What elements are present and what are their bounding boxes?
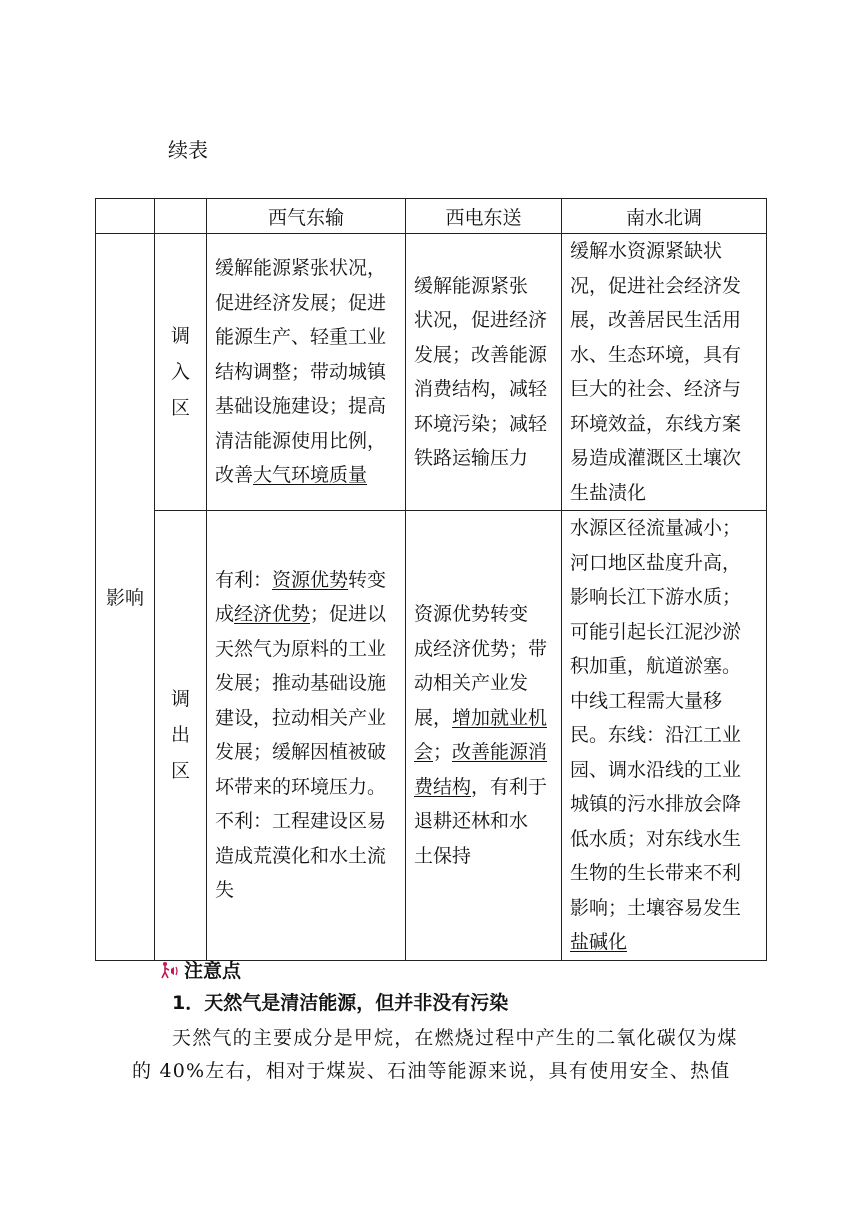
underlined-term: 资源优势 (272, 568, 349, 591)
line-text: 易造成灌溉区土壤次 (570, 447, 742, 469)
header-cell-empty-1 (96, 199, 155, 234)
line-text: 转变 (348, 568, 387, 591)
cell-line (215, 804, 399, 839)
cell-line (570, 822, 760, 857)
cell-line (215, 597, 399, 632)
line-text: 退耕还林和水 (414, 810, 529, 833)
paragraph-line-1: 天然气的主要成分是甲烷，在燃烧过程中产生的二氧化碳仅为煤 (172, 1027, 738, 1049)
line-text: 改善 (215, 464, 254, 487)
note-heading (160, 956, 241, 983)
cell-line (414, 597, 555, 632)
cell-line (215, 286, 399, 321)
note-icon (160, 961, 180, 979)
cell-line (414, 441, 555, 476)
cell-line (215, 389, 399, 424)
line-text: 发展；改善能源 (414, 343, 548, 366)
underlined-term: 会 (414, 741, 434, 764)
line-text: 资源优势转变 (414, 603, 529, 626)
cell-line (570, 546, 760, 581)
cell-line (570, 303, 760, 338)
cell-line (414, 632, 555, 667)
cell-line (414, 701, 555, 736)
underlined-term: 经济优势 (234, 603, 311, 626)
cell-line (414, 372, 555, 407)
cell-line (215, 251, 399, 286)
cell-line (414, 735, 555, 770)
cell-gas-export (207, 511, 406, 961)
line-text: 中线工程需大量移 (570, 689, 723, 712)
sub-label-import-region: 调 入 区 (155, 234, 207, 511)
header-west-power-east: 西电东送 (406, 199, 562, 234)
header-cell-empty-2 (155, 199, 207, 234)
line-text: 环境污染；减轻 (414, 412, 548, 435)
line-text: 展，改善居民生活用 (570, 309, 742, 331)
table-row (96, 511, 767, 961)
line-text: 园、调水沿线的工业 (570, 758, 742, 781)
cell-line (570, 269, 760, 304)
cell-line (215, 839, 399, 874)
line-text: 缓解能源紧张状况， (215, 257, 387, 280)
cell-line (570, 511, 760, 546)
cell-line (570, 925, 760, 960)
line-text: 土保持 (414, 844, 472, 867)
line-text: 失 (215, 879, 235, 902)
cell-line (570, 234, 760, 269)
cell-line (570, 753, 760, 788)
line-text: 动相关产业发 (414, 672, 529, 695)
line-text: 低水质；对东线水生 (570, 827, 742, 850)
cell-line (414, 666, 555, 701)
note-item-title: 1．天然气是清洁能源，但并非没有污染 (172, 992, 509, 1014)
cell-line (570, 891, 760, 926)
line-text: 水、生态环境，具有 (570, 343, 742, 366)
line-text: ，有利于 (471, 775, 548, 798)
line-text: 状况，促进经济 (414, 309, 548, 331)
cell-water-export (562, 511, 767, 961)
table-caption: 续表 (168, 138, 208, 162)
line-text: 河口地区盐度升高， (570, 551, 742, 574)
cell-line (414, 407, 555, 442)
cell-line (570, 856, 760, 891)
cell-line (414, 804, 555, 839)
line-text: 有利： (215, 568, 273, 591)
line-text: 生物的生长带来不利 (570, 862, 742, 884)
cell-line (215, 701, 399, 736)
comparison-table (95, 198, 767, 961)
cell-line (414, 269, 555, 304)
cell-line (570, 615, 760, 650)
cell-line (570, 684, 760, 719)
category-cell: 影响 (96, 234, 155, 961)
cell-line (570, 441, 760, 476)
table-row (96, 234, 767, 511)
cell-line (215, 770, 399, 805)
cell-line (570, 338, 760, 373)
line-text: 成经济优势；带 (414, 637, 548, 660)
sub-label-export-region: 调 出 区 (155, 511, 207, 961)
line-text: 水源区径流量减小； (570, 517, 742, 539)
cell-line (570, 372, 760, 407)
underlined-term: 大气环境质量 (253, 464, 368, 487)
line-text: 不利：工程建设区易 (215, 810, 387, 833)
cell-line (215, 458, 399, 493)
cell-line (215, 355, 399, 390)
line-text: 发展；缓解因植被破 (215, 741, 387, 764)
cell-line (570, 580, 760, 615)
line-text: 影响长江下游水质； (570, 586, 742, 608)
line-text: 城镇的污水排放会降 (570, 793, 742, 815)
line-text: 清洁能源使用比例， (215, 429, 387, 452)
cell-power-export (406, 511, 562, 961)
line-text: 生盐渍化 (570, 481, 647, 504)
line-text: 民。东线：沿江工业 (570, 724, 742, 746)
cell-power-import (406, 234, 562, 511)
line-text: 况，促进社会经济发 (570, 274, 742, 297)
line-text: 发展；推动基础设施 (215, 672, 387, 695)
line-text: 缓解水资源紧缺状 (570, 240, 723, 262)
cell-line (215, 320, 399, 355)
paragraph-line-2: 的 40%左右，相对于煤炭、石油等能源来说，具有使用安全、热值 (132, 1060, 731, 1082)
cell-line (414, 770, 555, 805)
cell-line (414, 839, 555, 874)
header-south-water-north: 南水北调 (562, 199, 767, 234)
note-heading-text: 注意点 (184, 960, 242, 982)
cell-line (215, 632, 399, 667)
line-text: 展， (414, 706, 453, 729)
cell-line (215, 563, 399, 598)
line-text: ； (433, 741, 453, 764)
line-text: 促进经济发展；促进 (215, 291, 387, 314)
cell-line (215, 424, 399, 459)
line-text: 能源生产、轻重工业 (215, 326, 387, 349)
cell-gas-import (207, 234, 406, 511)
cell-line (215, 666, 399, 701)
line-text: 影响；土壤容易发生 (570, 896, 742, 919)
line-text: 铁路运输压力 (414, 447, 529, 469)
header-west-gas-east: 西气东输 (207, 199, 406, 234)
line-text: 积加重，航道淤塞。 (570, 655, 742, 677)
cell-line (414, 338, 555, 373)
underlined-term: 费结构 (414, 775, 472, 798)
line-text: 天然气为原料的工业 (215, 637, 387, 660)
cell-line (215, 873, 399, 908)
line-text: 巨大的社会、经济与 (570, 378, 742, 400)
cell-line (570, 718, 760, 753)
line-text: 成 (215, 603, 235, 626)
cell-line (570, 476, 760, 511)
cell-line (570, 407, 760, 442)
cell-line (414, 303, 555, 338)
table-header-row (96, 199, 767, 234)
line-text: 可能引起长江泥沙淤 (570, 620, 742, 643)
cell-water-import (562, 234, 767, 511)
line-text: ；促进以 (310, 603, 387, 626)
line-text: 消费结构，减轻 (414, 378, 548, 400)
line-text: 缓解能源紧张 (414, 274, 529, 297)
underlined-term: 盐碱化 (570, 931, 628, 953)
line-text: 基础设施建设；提高 (215, 395, 387, 418)
line-text: 环境效益，东线方案 (570, 412, 742, 435)
cell-line (570, 649, 760, 684)
underlined-term: 增加就业机 (452, 706, 548, 729)
line-text: 坏带来的环境压力。 (215, 775, 387, 798)
line-text: 建设，拉动相关产业 (215, 706, 387, 729)
cell-line (570, 787, 760, 822)
line-text: 结构调整；带动城镇 (215, 360, 387, 383)
underlined-term: 改善能源消 (452, 741, 548, 764)
cell-line (215, 735, 399, 770)
line-text: 造成荒漠化和水土流 (215, 844, 387, 867)
